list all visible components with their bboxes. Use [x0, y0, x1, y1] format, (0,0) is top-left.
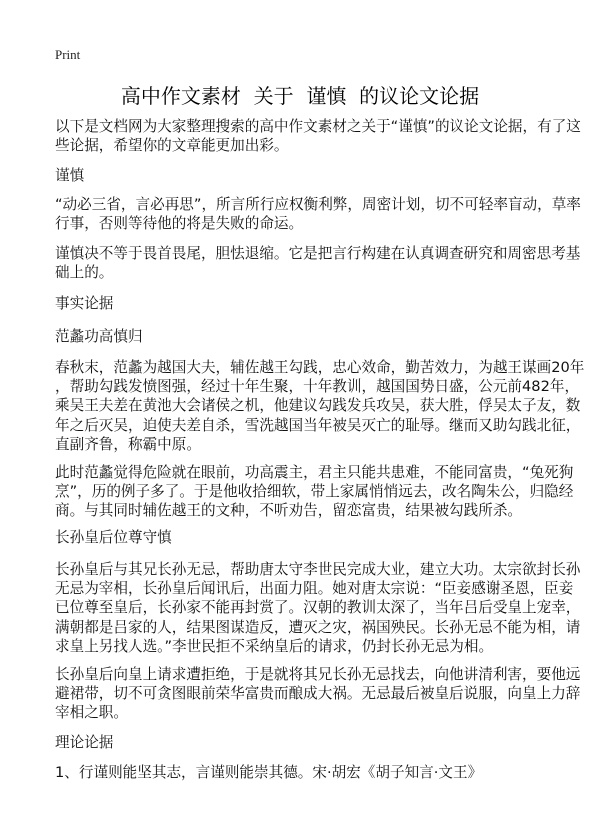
print-link[interactable]: Print	[55, 47, 81, 62]
text-line: “动必三省，言必再思”，所言所行应权衡利弊，周密计划，切不可轻率盲动，草率	[55, 196, 581, 213]
text-line: 无忌为宰相，长孙皇后闻讯后，出面力阻。她对唐太宗说：“臣妾感谢圣恩，臣妾	[55, 580, 574, 598]
heading-theory	[55, 733, 545, 752]
intro-paragraph	[55, 117, 581, 155]
text-line: 避裙带，切不可贪图眼前荣华富贵而酿成大祸。无忌最后被皇后说服，向皇上力辞	[55, 685, 581, 703]
text-line: 长孙皇后向皇上请求遭拒绝，于是就将其兄长孙无忌找去，向他讲清利害，要他远	[55, 666, 581, 683]
text-line: 行事，否则等待他的将是失败的命运。	[55, 215, 304, 233]
text-line: 商。与其同时辅佐越王的文种，不听劝告，留恋富贵，结果被勾践所杀。	[55, 502, 523, 520]
heading-jinshen	[55, 166, 545, 185]
text-line: 长孙皇后与其兄长孙无忌，帮助唐太守李世民完成大业，建立大功。太宗欲封长孙	[55, 561, 581, 578]
paragraph	[55, 244, 581, 282]
text-line: 谨慎	[55, 167, 85, 184]
text-line: 1、行谨则能坚其志，言谨则能崇其德。宋·胡宏《胡子知言·文王》	[55, 764, 483, 781]
paragraph	[55, 560, 581, 656]
text-line: 些论据，希望你的文章能更加出彩。	[55, 137, 289, 155]
text-line: 烹”，历的例子多了。于是他收拾细软，带上家属悄悄远去，改名陶朱公，归隐经	[55, 483, 574, 501]
text-line: 满朝都是吕家的人，结果图谋造反，遭灭之灾，祸国殃民。长孙无忌不能为相，请	[55, 618, 581, 636]
text-line: 范蠡功高慎归	[55, 328, 143, 345]
text-line: 宰相之职。	[55, 704, 128, 722]
text-line: 谨慎决不等于畏首畏尾，胆怯退缩。它是把言行构建在认真调查研究和周密思考基	[55, 245, 581, 262]
subheading-zhangsun	[55, 528, 545, 547]
text-line: 础上的。	[55, 264, 114, 282]
page-title: 高中作文素材 关于 谨慎 的议论文论据	[120, 84, 480, 108]
text-line: 已位尊至皇后，长孙家不能再封赏了。汉朝的教训太深了，当年吕后受皇上宠幸，	[55, 599, 581, 617]
text-line: 年之后灭吴，迫使夫差自杀，雪洗越国当年被吴灭亡的耻辱。继而又助勾践北征，	[55, 416, 581, 434]
text-line: 事实论据	[55, 295, 114, 312]
text-line: 此时范蠡觉得危险就在眼前，功高震主，君主只能共患难，不能同富贵，“兔死狗	[55, 464, 574, 481]
paragraph	[55, 358, 585, 454]
text-line: 长孙皇后位尊守慎	[55, 529, 172, 546]
heading-facts	[55, 294, 545, 313]
text-line: 以下是文档网为大家整理搜索的高中作文素材之关于“谨慎”的议论文论据，有了这	[55, 118, 581, 135]
quote-item	[55, 763, 545, 782]
text-line: 春秋末，范蠡为越国大夫，辅佐越王勾践，忠心效命，勤苦效力，为越王谋画20年	[55, 359, 585, 376]
paragraph	[55, 665, 581, 723]
text-line: ，帮助勾践发愤图强，经过十年生聚，十年教训，越国国势日盛，公元前482年，	[55, 378, 580, 396]
subheading-fanli	[55, 327, 545, 346]
text-line: 求皇上另找人选。”李世民拒不采纳皇后的请求，仍封长孙无忌为相。	[55, 637, 494, 655]
paragraph	[55, 195, 581, 233]
text-line: 直副齐鲁，称霸中原。	[55, 435, 201, 453]
paragraph	[55, 463, 574, 521]
text-line: 乘吴王夫差在黄池大会诸侯之机，他建议勾践发兵攻吴，获大胜，俘吴太子友，数	[55, 397, 581, 415]
text-line: 理论论据	[55, 734, 114, 751]
